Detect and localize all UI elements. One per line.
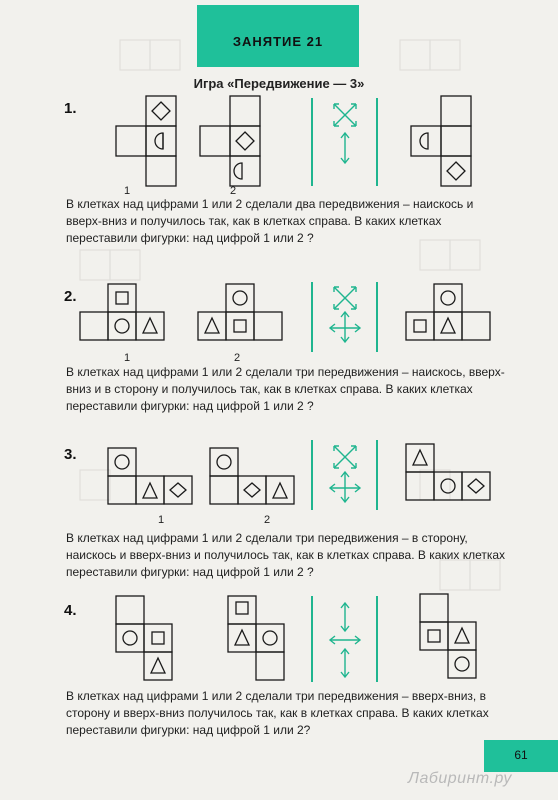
triangle-shape xyxy=(455,628,469,643)
exercise-4-number: 4. xyxy=(64,602,77,619)
ex4-grid-2 xyxy=(228,596,284,680)
exercise-3-number: 3. xyxy=(64,446,77,463)
ex4-grid-1 xyxy=(116,596,172,680)
circle-shape xyxy=(263,631,277,645)
square-shape xyxy=(152,632,164,644)
triangle-shape xyxy=(235,630,249,645)
ex4-answer-grid xyxy=(420,594,476,678)
lesson-title: ЗАНЯТИЕ 21 xyxy=(232,34,324,49)
ex4-task-text: В клетках над цифрами 1 или 2 сделали три передвижения – вверх-вниз, в сторону и вверх-вниз получилось так, как в клетках справа. В каких клетках переставили фигурки: над цифрой 1 или 2? xyxy=(66,689,489,737)
square-shape xyxy=(428,630,440,642)
circle-shape xyxy=(123,631,137,645)
ex2-caption-2: 2 xyxy=(234,352,241,364)
watermark: Лабиринт.ру xyxy=(408,770,512,787)
page-number: 61 xyxy=(514,748,528,762)
circle-shape xyxy=(455,657,469,671)
ex4-move-indicators xyxy=(312,596,377,682)
game-title: Игра «Передвижение — 3» xyxy=(193,76,365,91)
ex1-task-text: В клетках над цифрами 1 или 2 сделали два передвижения – наискось и вверх-вниз и получилось так, как в клетках справа. В каких клетках переставили фигурки: над цифрой 1 или 2 ? xyxy=(66,197,474,245)
ex2-task-text: В клетках над цифрами 1 или 2 сделали три передвижения – наискось, вверх-вниз и в сторону и получилось так, как в клетках справа. В каких клетках переставили фигурки: над цифрой 1 или 2 ? xyxy=(66,365,505,413)
ex1-caption-1: 1 xyxy=(124,185,131,197)
exercise-2-number: 2. xyxy=(64,288,77,305)
ex3-caption-1: 1 xyxy=(158,514,165,526)
ex3-task-text: В клетках над цифрами 1 или 2 сделали три передвижения – в сторону, наискось и вверх-вниз и получилось так, как в клетках справа. В каких клетках переставили фигурки: над цифрой 1 или 2 ? xyxy=(66,531,506,579)
exercise-1-number: 1. xyxy=(64,100,77,117)
ex3-caption-2: 2 xyxy=(264,514,271,526)
ex2-caption-1: 1 xyxy=(124,352,131,364)
ex1-caption-2: 2 xyxy=(230,185,237,197)
square-shape xyxy=(236,602,248,614)
triangle-shape xyxy=(151,658,165,673)
